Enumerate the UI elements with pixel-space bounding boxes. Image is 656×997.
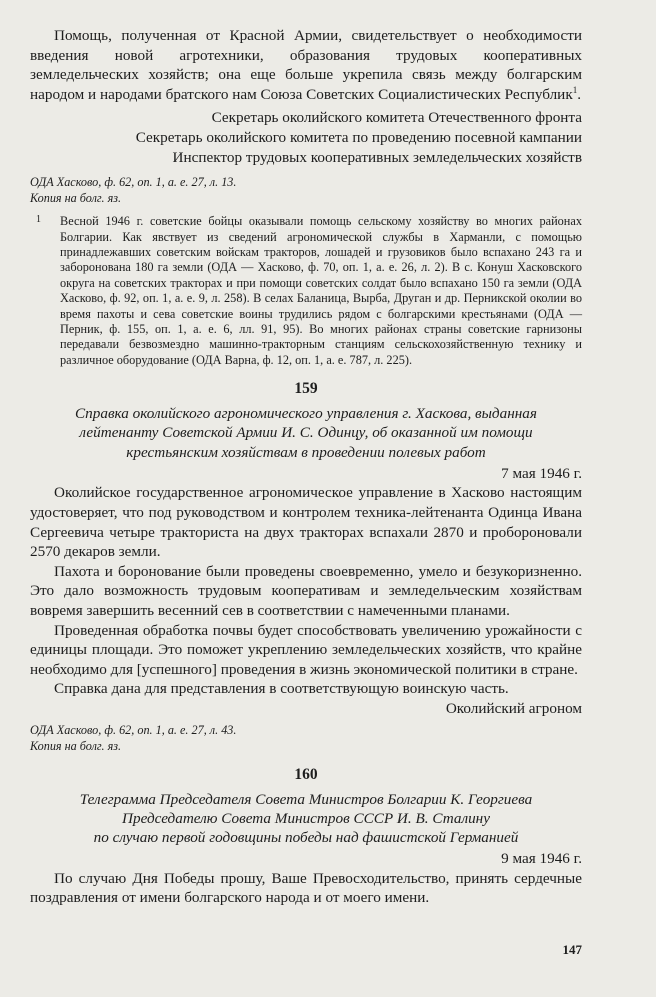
page-number: 147 — [562, 942, 582, 957]
doc-159-paragraph-3: Проведенная обработка почвы будет способствовать увеличению урожайности с единицы площади. Это поможет укреплению земледельческих хозяйств, что крайне необходимо для [успешного] проведения в жизнь экономической политики в стране. — [30, 621, 582, 678]
doc-160-title-line-3: по случаю первой годовщины победы над фашистской Германией — [93, 828, 519, 846]
intro-paragraph: Помощь, полученная от Красной Армии, свидетельствует о необходимости введения новой агротехники, образования трудовых кооперативных земледельческих хозяйств; она еще больше укрепила связь между болгарским народом и народами братского нам Союза Советских Социалистических Республик$^1$. — [30, 27, 582, 103]
doc-159-paragraph-1: Околийское государственное агрономическое управление в Хасково настоящим удостоверяет, что под руководством и контролем техника-лейтенанта Одинца Ивана Сергеевича четыре тракториста на двух тракторах вспахали 2870 и пробороновали 2570 декаров земли. — [30, 484, 582, 561]
signature-line-2: Секретарь околийского комитета по проведению посевной кампании — [135, 128, 582, 146]
footnote — [30, 214, 582, 368]
signature-line-3: Инспектор трудовых кооперативных земледельческих хозяйств — [172, 148, 582, 166]
doc-159-signature: Околийский агроном — [445, 699, 582, 717]
doc-159-paragraph-4: Справка дана для представления в соответствующую воинскую часть. — [54, 680, 509, 698]
doc-159-date: 7 мая 1946 г. — [501, 464, 582, 482]
doc-160-date: 9 мая 1946 г. — [501, 850, 582, 868]
archive-source-158: ОДА Хасково, ф. 62, оп. 1, а. е. 27, л. 13. Копия на болг. яз. — [30, 175, 237, 206]
footnote-ref: 1 — [572, 84, 578, 95]
signature-line-1: Секретарь околийского комитета Отечественного фронта — [211, 109, 582, 127]
doc-159-number: 159 — [294, 380, 318, 398]
doc-159-title: Справка околийского агрономического управления г. Хаскова, выданная лейтенанту Советской Армии И. С. Одинцу, об оказанной им помощи крестьянским хозяйствам в проведении полевых работ — [75, 405, 537, 461]
footnote-mark: 1 — [36, 214, 41, 226]
doc-160-paragraph: По случаю Дня Победы прошу, Ваше Превосходительство, принять сердечные поздравления от имени болгарского народа и от моего имени. — [30, 869, 582, 907]
doc-159-paragraph-2: Пахота и боронование были проведены своевременно, умело и безукоризненно. Это дало возможность трудовым кооперативам и земледельческим хозяйствам вовремя завершить весенний сев в соответствии с намеченными планами. — [30, 562, 582, 619]
doc-160-number: 160 — [294, 765, 318, 783]
doc-160-title-line-2: Председателю Совета Министров СССР И. В. Сталину — [122, 809, 490, 827]
doc-160-title-line-1: Телеграмма Председателя Совета Министров Болгарии К. Георгиева — [79, 790, 533, 808]
footnote-text: Весной 1946 г. советские бойцы оказывали помощь сельскому хозяйству во многих районах Болгарии. Как явствует из сведений агрономической службы в Харманли, с помощью принадлежавших советским войскам тракторов, лошадей и грузовиков было вспахано 243 га и заборонована 180 га земли (ОДА — Хасково, ф. 70, оп. 1, а. е. 26, л. 2). В с. Конуш Хасковского округа на советских тракторах и при помощи советских солдат было вспахано 150 га земли (ОДА Хасково, ф. 92, оп. 1, а. е. 9, л. 258). В селах Баланица, Вырба, Друган и др. Перникской околии во время пахоты и сева советские воины трудились рядом с болгарскими крестьянами (ОДА — Перник, ф. 155, оп. 1, а. е. 6, лл. 91, 95). Во многих районах страны советские гарнизоны передавали безвозмездно машинно-тракторным станциям сельскохозяйственную технику и различное оборудование (ОДА Варна, ф. 12, оп. 1, а. е. 787, л. 225). — [60, 214, 582, 367]
archive-source-159: ОДА Хасково, ф. 62, оп. 1, а. е. 27, л. 43. Копия на болг. яз. — [30, 722, 237, 753]
